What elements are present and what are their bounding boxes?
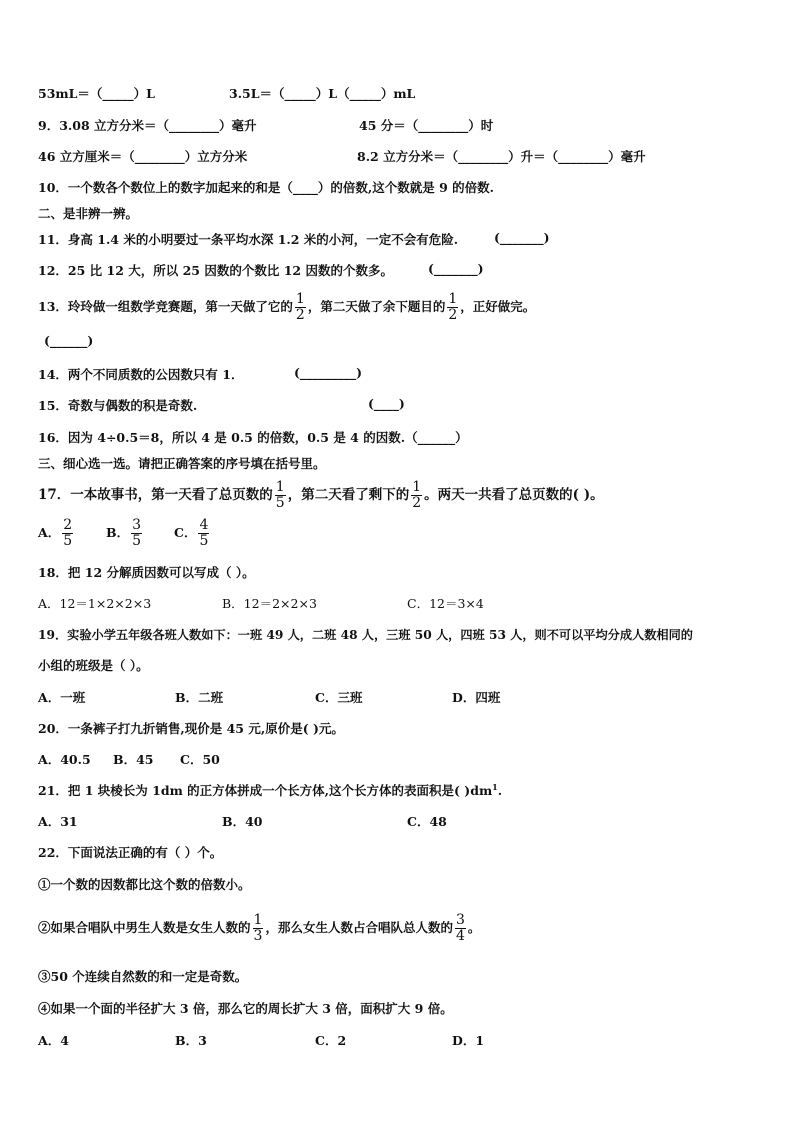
q20-option-c[interactable]: C．50 <box>180 752 220 767</box>
q19-option-c[interactable]: C．三班 <box>315 690 363 705</box>
q16-text: 16．因为 4÷0.5＝8，所以 4 是 0.5 的倍数，0.5 是 4 的因数.（______） <box>38 430 468 445</box>
q21-end: . <box>497 783 503 798</box>
q17-fraction-2: $\frac{1}{2}$ <box>412 479 422 511</box>
q11-text: 11．身高 1.4 米的小明要过一条平均水深 1.2 米的小河，一定不会有危险. <box>38 232 459 247</box>
q17-option-c-fraction: $\frac{4}{5}$ <box>199 517 209 549</box>
q21-option-c[interactable]: C．48 <box>407 814 447 829</box>
q22-stem: 22．下面说法正确的有（ ）个。 <box>38 845 223 860</box>
q18-option-c[interactable]: C．12＝3×4 <box>407 596 484 611</box>
q21-stem: 21．把 1 块棱长为 1dm 的正方体拼成一个长方体,这个长方体的表面积是( )dm <box>38 783 493 798</box>
q12-text: 12．25 比 12 大，所以 25 因数的个数比 12 因数的个数多。 <box>38 263 393 278</box>
q22-option-c[interactable]: C．2 <box>315 1033 347 1048</box>
q13-text-mid: ，第二天做了余下题目的 <box>307 299 446 314</box>
q17-option-b-label: B． <box>106 525 130 540</box>
q17-option-c[interactable] <box>174 518 211 549</box>
q22-s2-post: 。 <box>467 920 481 935</box>
q12-answer-blank[interactable]: (_______) <box>428 261 484 276</box>
q13-fraction-2: $\frac{1}{2}$ <box>448 291 458 323</box>
q17-option-b[interactable] <box>106 518 144 549</box>
q15-text: 15．奇数与偶数的积是奇数. <box>38 398 198 413</box>
q8-part-b: 3.5L＝（_____）L（_____）mL <box>229 86 416 101</box>
q9-part-a: 9．3.08 立方分米＝（________）毫升 <box>38 118 257 133</box>
q9-part-c: 46 立方厘米＝（________）立方分米 <box>38 149 248 164</box>
q19-stem-2: 小组的班级是（ ）。 <box>38 658 149 673</box>
q15-answer-blank[interactable]: (____) <box>368 396 405 411</box>
q20-option-a[interactable]: A．40.5 <box>38 752 91 767</box>
q22-option-d[interactable]: D．1 <box>452 1033 485 1048</box>
q22-s2-pre: ②如果合唱队中男生人数是女生人数的 <box>38 920 251 935</box>
section-3-heading: 三、细心选一选。请把正确答案的序号填在括号里。 <box>38 456 326 471</box>
q19-option-a[interactable]: A．一班 <box>38 690 86 705</box>
q18-option-a[interactable]: A．12＝1×2×2×3 <box>38 596 152 611</box>
q22-s2-fraction-2: $\frac{3}{4}$ <box>455 912 465 944</box>
q18-option-b[interactable]: B．12＝2×2×3 <box>222 596 317 611</box>
q13-fraction-1: $\frac{1}{2}$ <box>295 291 305 323</box>
q13-text-pre: 13．玲玲做一组数学竞赛题，第一天做了它的 <box>38 299 293 314</box>
q21-option-b[interactable]: B．40 <box>222 814 263 829</box>
q20-stem: 20．一条裤子打九折销售,现价是 45 元,原价是( )元。 <box>38 721 344 736</box>
q22-statement-2 <box>38 913 480 944</box>
q22-statement-4: ④如果一个面的半径扩大 3 倍，那么它的周长扩大 3 倍，面积扩大 9 倍。 <box>38 1001 453 1016</box>
section-2-heading: 二、是非辨一辨。 <box>38 206 139 221</box>
q19-option-b[interactable]: B．二班 <box>175 690 224 705</box>
q17-fraction-1: $\frac{1}{5}$ <box>275 479 285 511</box>
q17-text-pre: 17．一本故事书，第一天看了总页数的 <box>38 487 273 503</box>
q17-text-post: 。两天一共看了总页数的( )。 <box>424 487 604 503</box>
q13-text-post: ，正好做完。 <box>460 299 536 314</box>
q17-option-a[interactable] <box>38 518 75 549</box>
q13-line <box>38 292 535 323</box>
q10-text: 10．一个数各个数位上的数字加起来的和是（____）的倍数,这个数就是 9 的倍数. <box>38 180 495 195</box>
q17-option-b-fraction: $\frac{3}{5}$ <box>132 517 141 549</box>
q17-text-mid: ，第二天看了剩下的 <box>287 487 410 503</box>
q21-superscript: 1 <box>492 781 498 792</box>
q22-option-a[interactable]: A．4 <box>38 1033 69 1048</box>
q9-part-b: 45 分＝（________）时 <box>359 118 494 133</box>
q21-option-a[interactable]: A．31 <box>38 814 78 829</box>
q17-option-a-label: A． <box>38 525 61 540</box>
q14-text: 14．两个不同质数的公因数只有 1． <box>38 367 244 382</box>
q17-line <box>38 480 604 511</box>
q18-stem: 18．把 12 分解质因数可以写成（ ）。 <box>38 565 255 580</box>
q17-option-a-fraction: $\frac{2}{5}$ <box>63 517 73 549</box>
q19-stem-1: 19．实验小学五年级各班人数如下：一班 49 人，二班 48 人，三班 50 人，四班 53 人，则不可以平均分成人数相同的 <box>38 628 693 642</box>
q11-answer-blank[interactable]: (_______) <box>494 230 550 245</box>
q8-part-a: 53mL＝（_____）L <box>38 86 155 101</box>
q17-option-c-label: C． <box>174 525 197 540</box>
q22-statement-3: ③50 个连续自然数的和一定是奇数。 <box>38 969 248 984</box>
q14-answer-blank[interactable]: (_________) <box>294 365 363 380</box>
q22-s2-mid: ，那么女生人数占合唱队总人数的 <box>265 920 453 935</box>
q9-part-d: 8.2 立方分米＝（________）升＝（________）毫升 <box>357 149 646 164</box>
q20-option-b[interactable]: B．45 <box>113 752 154 767</box>
q22-option-b[interactable]: B．3 <box>175 1033 207 1048</box>
q22-s2-fraction-1: $\frac{1}{3}$ <box>253 912 263 944</box>
q21-line <box>38 781 502 799</box>
q13-answer-blank[interactable]: (______) <box>44 333 94 348</box>
q19-option-d[interactable]: D．四班 <box>452 690 501 705</box>
q22-statement-1: ①一个数的因数都比这个数的倍数小。 <box>38 877 251 892</box>
